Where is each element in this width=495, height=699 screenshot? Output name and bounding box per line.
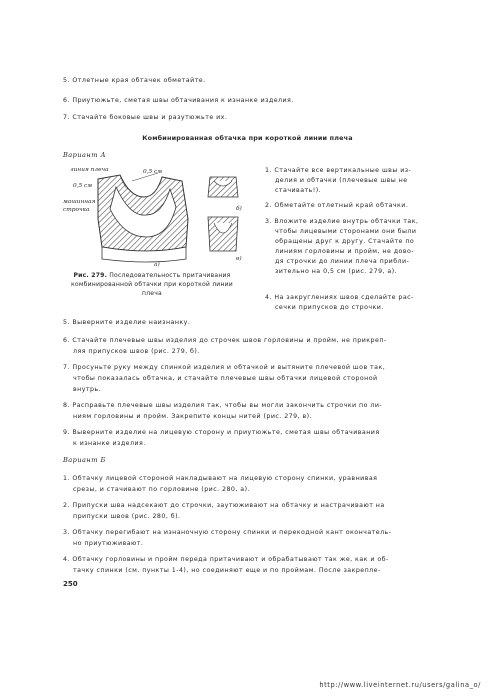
right-item-4-l2: сечки припусков до строчки. (275, 304, 384, 311)
main-item-7-l3: внутрь. (73, 386, 102, 393)
right-item-3-l1: 3. Вложите изделие внутрь обтачки так, (265, 218, 419, 225)
top-item-5: 5. Отлетные края обтачек обметайте. (63, 77, 206, 84)
b-item-3-l2: но приутюживают. (73, 540, 144, 547)
right-item-3-l5: дя строчки до линии плеча прибли- (275, 258, 410, 265)
variant-b-label: Вариант Б (63, 456, 106, 464)
fig-label-machine-stitch: машинная строчка (63, 199, 96, 213)
right-item-3-l2: чтобы лицевыми сторонами они были (275, 228, 417, 235)
b-item-4-l2: тачку спинки (см. пункты 1-4), но соединяют еще и по проймам. После закрепле- (73, 567, 381, 574)
main-item-6-l1: 6. Стачайте плечевые швы изделия до строчек швов горловины и пройм, не прикреп- (63, 337, 387, 344)
garment-b-drawing (208, 177, 238, 197)
right-item-1-l3: стачивать!). (275, 187, 322, 194)
figure-caption (67, 271, 237, 299)
main-item-9-l2: к изнанке изделия. (73, 440, 146, 447)
page-number: 250 (63, 580, 78, 588)
main-item-5: 5. Выверните изделие наизнанку. (63, 319, 191, 326)
right-item-4-l1: 4. На закруглениях швов сделайте рас- (265, 294, 414, 301)
right-item-1-l2: делия и обтачки (плечевые швы не (275, 177, 408, 184)
b-item-1-l1: 1. Обтачку лицевой стороной накладывают на лицевую сторону спинки, уравнивая (63, 475, 378, 482)
right-item-3-l6: зительно на 0,5 см (рис. 279, а). (275, 268, 398, 275)
section-title: Комбинированная обтачка при короткой линии плеча (142, 134, 353, 142)
main-item-7-l1: 7. Просуньте руку между спинкой изделия и обтачкой и вытяните плечевой шов так, (63, 364, 386, 371)
caption-number: Рис. 279. (73, 272, 108, 279)
b-item-1-l2: срезы, и стачивают по горловине (рис. 280, а). (73, 486, 250, 493)
fig-label-b: б) (236, 206, 242, 212)
garment-v-drawing (208, 217, 238, 251)
b-item-4-l1: 4. Обтачку горловины и пройм переда притачивают и обрабатывают так же, как и об- (63, 556, 389, 563)
b-item-3-l1: 3. Обтачку перегибают на изнаночную сторону спинки и перекодной кант окончатель- (63, 529, 392, 536)
fig-label-dimension: 0,5 см (143, 169, 163, 175)
top-item-7: 7. Стачайте боковые швы и разутюжьте их. (63, 114, 228, 121)
main-item-7-l2: чтобы показалась обтачка, и стачайте плечевые швы обтачки лицевой стороной (73, 375, 378, 382)
fig-label-v: в) (236, 256, 242, 262)
b-item-2-l1: 2. Припуски шва надсекают до строчки, заутюживают на обтачку и настрачивают на (63, 502, 385, 509)
fig-label-0-5cm: 0,5 см (73, 183, 93, 189)
fig-label-a: а) (154, 262, 160, 268)
right-item-2: 2. Обметайте отлетный край обтачки. (265, 202, 409, 209)
main-item-8-l1: 8. Расправьте плечевые швы изделия так, чтобы вы могли закончить строчки по ли- (63, 402, 383, 409)
right-item-3-l3: обращены друг к другу. Стачайте по (275, 238, 415, 245)
fig-label-shoulder-line: линия плеча (70, 167, 109, 173)
caption-text: Последовательность притачивания комбинированной обтачки при короткой линии плеча (71, 272, 233, 298)
right-item-1-l1: 1. Стачайте все вертикальные швы из- (265, 167, 412, 174)
top-item-6: 6. Приутюжьте, сметая швы обтачивания к изнанке изделия. (63, 97, 294, 104)
footer-url[interactable]: http://www.liveinternet.ru/users/galina_o/ (319, 681, 481, 689)
main-item-8-l2: ниям горловины и пройм. Закрепите концы нитей (рис. 279, в). (73, 413, 312, 420)
garment-a-drawing (98, 173, 188, 262)
main-item-9-l1: 9. Выверните изделие на лицевую сторону и приутюжьте, сметая швы обтачивания (63, 429, 380, 436)
b-item-2-l2: припуски швов (рис. 280, б). (73, 513, 181, 520)
variant-a-label: Вариант А (63, 151, 106, 159)
right-item-3-l4: линиям горловины и пройм, не дово- (275, 248, 415, 255)
main-item-6-l2: ляя припусков швов (рис. 279, б). (73, 348, 200, 355)
